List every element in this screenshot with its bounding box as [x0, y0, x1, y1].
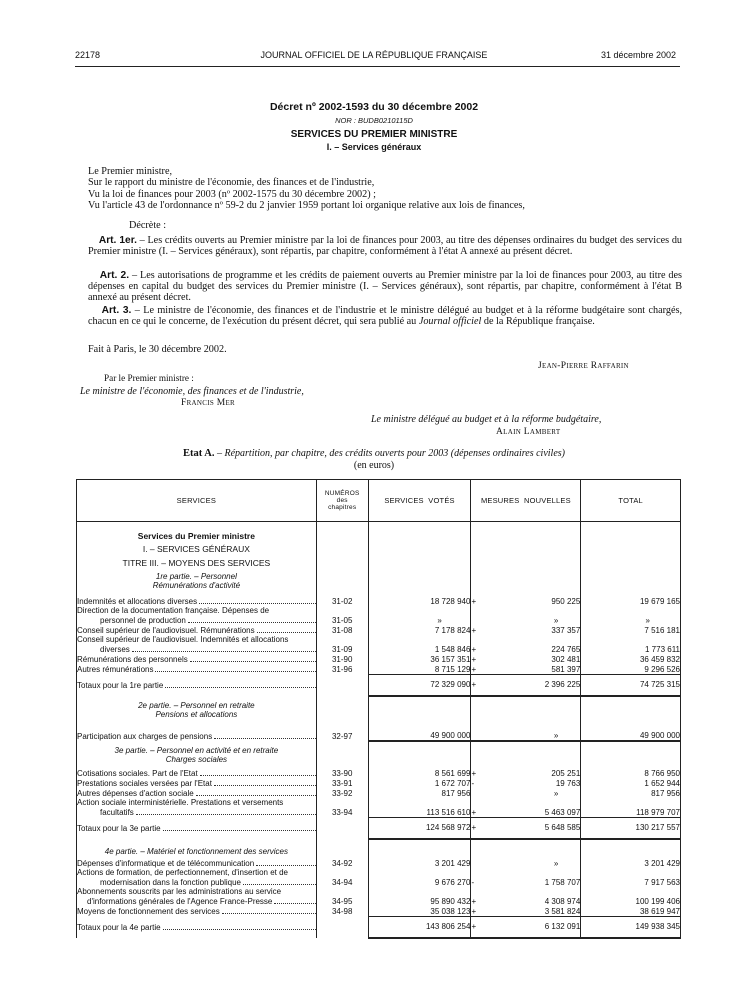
row-label: Moyens de fonctionnement des services: [77, 907, 220, 916]
article-text: – Le ministre de l'économie, des finances et de l'industrie et le ministre délégué au budget et à la réforme budgétaire sont chargés, chacun en ce qui le concerne, de l'exécution du présent décret, qui sera publié au: [88, 305, 683, 327]
row-chapter: 34-92: [316, 858, 368, 868]
table-row: [77, 868, 681, 887]
signatory-prime-minister: Jean-Pierre Raffarin: [538, 361, 629, 371]
subtotal-mesures: 5 648 585: [544, 823, 581, 833]
col-header-total: TOTAL: [581, 480, 681, 522]
row-mesures: 4 308 974: [544, 897, 581, 906]
table-header-row: [77, 480, 681, 522]
row-mesures: 5 463 097: [544, 807, 581, 817]
row-chapter: 31-05: [316, 606, 368, 625]
row-mesures: 337 357: [551, 626, 581, 635]
ministry-title: SERVICES DU PREMIER MINISTRE: [290, 129, 458, 140]
nor-reference: NOR : BUDB0210115D: [335, 116, 413, 125]
row-chapter: 34-94: [316, 868, 368, 887]
row-mesures: 205 251: [551, 769, 581, 778]
row-chapter: 31-09: [316, 635, 368, 654]
row-label: personnel de production: [100, 616, 186, 625]
row-votes: 9 676 270: [368, 868, 471, 887]
header-rule: [75, 66, 680, 67]
section-heading-row: [77, 741, 681, 768]
heading-part3: 3e partie. – Personnel en activité et en retraite: [114, 746, 279, 755]
row-chapter: 33-91: [316, 778, 368, 788]
subtotal-votes: 124 568 972: [368, 817, 471, 839]
journal-officiel-ref: Journal officiel: [418, 316, 482, 327]
row-mesures: 302 481: [551, 655, 581, 664]
row-mesures: 19 763: [555, 779, 581, 788]
subtotal-sign: +: [471, 922, 477, 932]
subtotal-row-part4: [77, 916, 681, 938]
row-total: 7 917 563: [581, 868, 681, 887]
row-chapter: 33-94: [316, 798, 368, 817]
table-row: [77, 858, 681, 868]
currency-unit: (en euros): [353, 460, 395, 471]
heading-part4: 4e partie. – Matériel et fonctionnement des services: [104, 847, 288, 856]
table-row: [77, 778, 681, 788]
section-heading-row: [77, 696, 681, 723]
preamble-line: Vu la loi de finances pour 2003 (nº 2002-1575 du 30 décembre 2002) ;: [88, 188, 377, 200]
subtotal-mesures: 6 132 091: [544, 922, 581, 932]
table-row: [77, 625, 681, 635]
row-total: 7 516 181: [581, 625, 681, 635]
row-total: 9 296 526: [581, 664, 681, 674]
row-sign: +: [471, 906, 477, 916]
row-sign: +: [471, 664, 477, 674]
table-row: [77, 768, 681, 778]
table-row: [77, 723, 681, 741]
subtotal-row-part3: [77, 817, 681, 839]
row-sign: +: [471, 655, 477, 664]
row-total: 118 979 707: [581, 798, 681, 817]
subtotal-row-part1: [77, 674, 681, 696]
row-votes: 8 715 129: [368, 664, 471, 674]
heading-titre-iii: TITRE III. – MOYENS DES SERVICES: [122, 558, 271, 568]
row-mesures: »: [553, 859, 559, 868]
subtotal-label: Totaux pour la 4e partie: [77, 923, 161, 932]
row-total: 8 766 950: [581, 768, 681, 778]
row-label-line1: Action sociale interministérielle. Prestations et versements: [77, 798, 284, 807]
row-votes: 7 178 824: [368, 625, 471, 635]
row-chapter: 31-96: [316, 664, 368, 674]
subtotal-mesures: 2 396 225: [544, 680, 581, 690]
preamble-line: Sur le rapport du ministre de l'économie, des finances et de l'industrie,: [88, 177, 375, 189]
col-header-votes: SERVICES VOTÉS: [368, 480, 471, 522]
table-row: [77, 664, 681, 674]
row-total: 3 201 429: [581, 858, 681, 868]
minister-economy-name: Francis Mer: [181, 398, 236, 408]
row-label: Cotisations sociales. Part de l'Etat: [77, 769, 198, 778]
row-sign: +: [471, 645, 477, 654]
row-sign: +: [471, 626, 477, 635]
row-sign: +: [471, 769, 477, 778]
row-total: 100 199 406: [581, 887, 681, 906]
row-label: Prestations sociales versées par l'Etat: [77, 779, 212, 788]
minister-economy-title: Le ministre de l'économie, des finances et de l'industrie,: [80, 386, 304, 397]
row-label-line1: Abonnements souscrits par les administrations au service: [77, 887, 282, 896]
subtotal-total: 130 217 557: [581, 817, 681, 839]
row-label: Participation aux charges de pensions: [77, 732, 213, 741]
etat-a-label: Etat A.: [182, 448, 215, 459]
table-row: [77, 606, 681, 625]
preamble: [88, 166, 682, 212]
table-row: [77, 906, 681, 916]
row-votes: 35 038 123: [368, 906, 471, 916]
page-number: 22178: [75, 50, 101, 60]
row-sign: -: [471, 779, 475, 788]
table-row: [77, 788, 681, 798]
row-mesures: 3 581 824: [544, 906, 581, 916]
row-total: 1 773 611: [581, 635, 681, 654]
article-3: [88, 305, 682, 327]
article-label: Art. 3.: [101, 305, 132, 316]
table-row: [77, 654, 681, 664]
subtotal-sign: +: [471, 680, 477, 690]
row-mesures: »: [553, 616, 559, 625]
subtotal-total: 74 725 315: [581, 674, 681, 696]
article-label: Art. 2.: [99, 270, 130, 281]
subtotal-label: Totaux pour la 3e partie: [77, 824, 161, 833]
etat-a-description: – Répartition, par chapitre, des crédits ouverts pour 2003 (dépenses ordinaires civiles): [214, 448, 565, 459]
done-at: Fait à Paris, le 30 décembre 2002.: [88, 344, 227, 355]
row-votes: 18 728 940: [368, 592, 471, 606]
subtotal-total: 149 938 345: [581, 916, 681, 938]
row-chapter: 34-98: [316, 906, 368, 916]
row-votes: 95 890 432: [368, 887, 471, 906]
etat-a-title: [0, 448, 748, 459]
row-chapter: 33-92: [316, 788, 368, 798]
row-sign: -: [471, 878, 475, 887]
article-text: – Les crédits ouverts au Premier ministre par la loi de finances pour 2003, au titre des dépenses ordinaires du budget des services du Premier ministre (I. – Services généraux), sont répartis, par chapitre, conformément à l'état A annexé au présent décret.: [88, 235, 683, 257]
subtotal-label: Totaux pour la 1re partie: [77, 681, 164, 690]
heading-part3-sub: Charges sociales: [165, 755, 228, 764]
row-mesures: 224 765: [551, 645, 581, 654]
row-mesures: 1 758 707: [544, 878, 581, 887]
row-mesures: 581 397: [551, 664, 581, 674]
row-label: Conseil supérieur de l'audiovisuel. Rémunérations: [77, 626, 255, 635]
col-header-services: SERVICES: [77, 480, 317, 522]
table-row: [77, 798, 681, 817]
row-label-line1: Actions de formation, de perfectionnement, d'insertion et de: [77, 868, 288, 877]
heading-part2-sub: Pensions et allocations: [155, 710, 238, 719]
article-text: – Les autorisations de programme et les crédits de paiement ouverts au Premier ministre par la loi de finances pour 2003, au titre des dépenses en capital du budget des services du Premier ministre (I. – Services généraux), sont répartis, par chapitre, conformément à l'état B annexé au présent décret.: [88, 270, 683, 303]
article-text: de la République française.: [481, 316, 595, 327]
row-chapter: 33-90: [316, 768, 368, 778]
row-chapter: 34-95: [316, 887, 368, 906]
heading-services-pm: Services du Premier ministre: [137, 531, 255, 541]
row-label: modernisation dans la fonction publique: [100, 878, 241, 887]
col-header-chapters: [316, 480, 368, 522]
table-row: [77, 592, 681, 606]
row-label: Indemnités et allocations diverses: [77, 597, 198, 606]
decree-title: Décret nº 2002-1593 du 30 décembre 2002: [269, 101, 479, 113]
section-heading-row: [77, 839, 681, 858]
row-votes: »: [368, 606, 471, 625]
by-prime-minister: Par le Premier ministre :: [104, 373, 194, 383]
row-label-line1: Conseil supérieur de l'audiovisuel. Indemnités et allocations: [77, 635, 289, 644]
row-total: 817 956: [581, 788, 681, 798]
row-votes: 36 157 351: [368, 654, 471, 664]
article-2: [88, 270, 682, 303]
heading-part1-sub: Rémunérations d'activité: [152, 581, 241, 590]
row-sign: +: [471, 807, 477, 817]
row-total: 38 619 947: [581, 906, 681, 916]
row-chapter: 31-02: [316, 592, 368, 606]
col-header-line: des: [336, 497, 348, 504]
row-chapter: 31-90: [316, 654, 368, 664]
row-sign: +: [471, 597, 477, 606]
subtotal-votes: 72 329 090: [368, 674, 471, 696]
table-row: [77, 887, 681, 906]
col-header-line: NUMÉROS: [324, 490, 360, 497]
row-votes: 3 201 429: [368, 858, 471, 868]
row-total: 19 679 165: [581, 592, 681, 606]
row-label: Autres dépenses d'action sociale: [77, 789, 194, 798]
row-votes: 1 672 707: [368, 778, 471, 788]
row-votes: 49 900 000: [368, 723, 471, 741]
row-label-line1: Direction de la documentation française. Dépenses de: [77, 606, 270, 615]
row-total: 36 459 832: [581, 654, 681, 664]
subtotal-sign: +: [471, 823, 477, 833]
decrete-heading: Décrète :: [129, 220, 167, 231]
heading-part1: 1re partie. – Personnel: [155, 572, 237, 581]
row-total: »: [581, 606, 681, 625]
heading-part2: 2e partie. – Personnel en retraite: [138, 701, 255, 710]
row-label: Autres rémunérations: [77, 665, 154, 674]
row-label: diverses: [100, 645, 130, 654]
etat-a-table: [76, 479, 681, 939]
section-heading-row: [77, 522, 681, 593]
subtotal-votes: 143 806 254: [368, 916, 471, 938]
row-chapter: 31-08: [316, 625, 368, 635]
row-total: 1 652 944: [581, 778, 681, 788]
row-label: Rémunérations des personnels: [77, 655, 188, 664]
issue-date: 31 décembre 2002: [600, 50, 676, 60]
preamble-line: Vu l'article 43 de l'ordonnance nº 59-2 du 2 janvier 1959 portant loi organique relative aux lois de finances,: [88, 200, 525, 212]
row-mesures: 950 225: [551, 597, 581, 606]
minister-budget-name: Alain Lambert: [496, 427, 561, 437]
section-title: I. – Services généraux: [326, 142, 422, 152]
heading-cell: [77, 522, 317, 593]
article-1: [88, 235, 682, 257]
row-mesures: »: [553, 731, 559, 740]
table-row: [77, 635, 681, 654]
row-mesures: »: [553, 789, 559, 798]
row-label: d'informations générales de l'Agence France-Presse: [87, 897, 273, 906]
col-header-line: chapitres: [328, 504, 357, 511]
row-sign: +: [471, 897, 477, 906]
row-votes: 817 956: [368, 788, 471, 798]
row-votes: 1 548 846: [368, 635, 471, 654]
row-votes: 113 516 610: [368, 798, 471, 817]
row-label: Dépenses d'informatique et de télécommunication: [77, 859, 255, 868]
preamble-line: Le Premier ministre,: [88, 166, 173, 177]
heading-services-generaux: I. – SERVICES GÉNÉRAUX: [142, 544, 250, 554]
row-label: facultatifs: [100, 808, 134, 817]
col-header-mesures: MESURES NOUVELLES: [471, 480, 581, 522]
row-votes: 8 561 699: [368, 768, 471, 778]
row-chapter: 32-97: [316, 723, 368, 741]
article-label: Art. 1er.: [98, 235, 137, 246]
row-total: 49 900 000: [581, 723, 681, 741]
journal-title: JOURNAL OFFICIEL DE LA RÉPUBLIQUE FRANÇAISE: [260, 50, 488, 60]
minister-budget-title: Le ministre délégué au budget et à la réforme budgétaire,: [371, 414, 602, 425]
